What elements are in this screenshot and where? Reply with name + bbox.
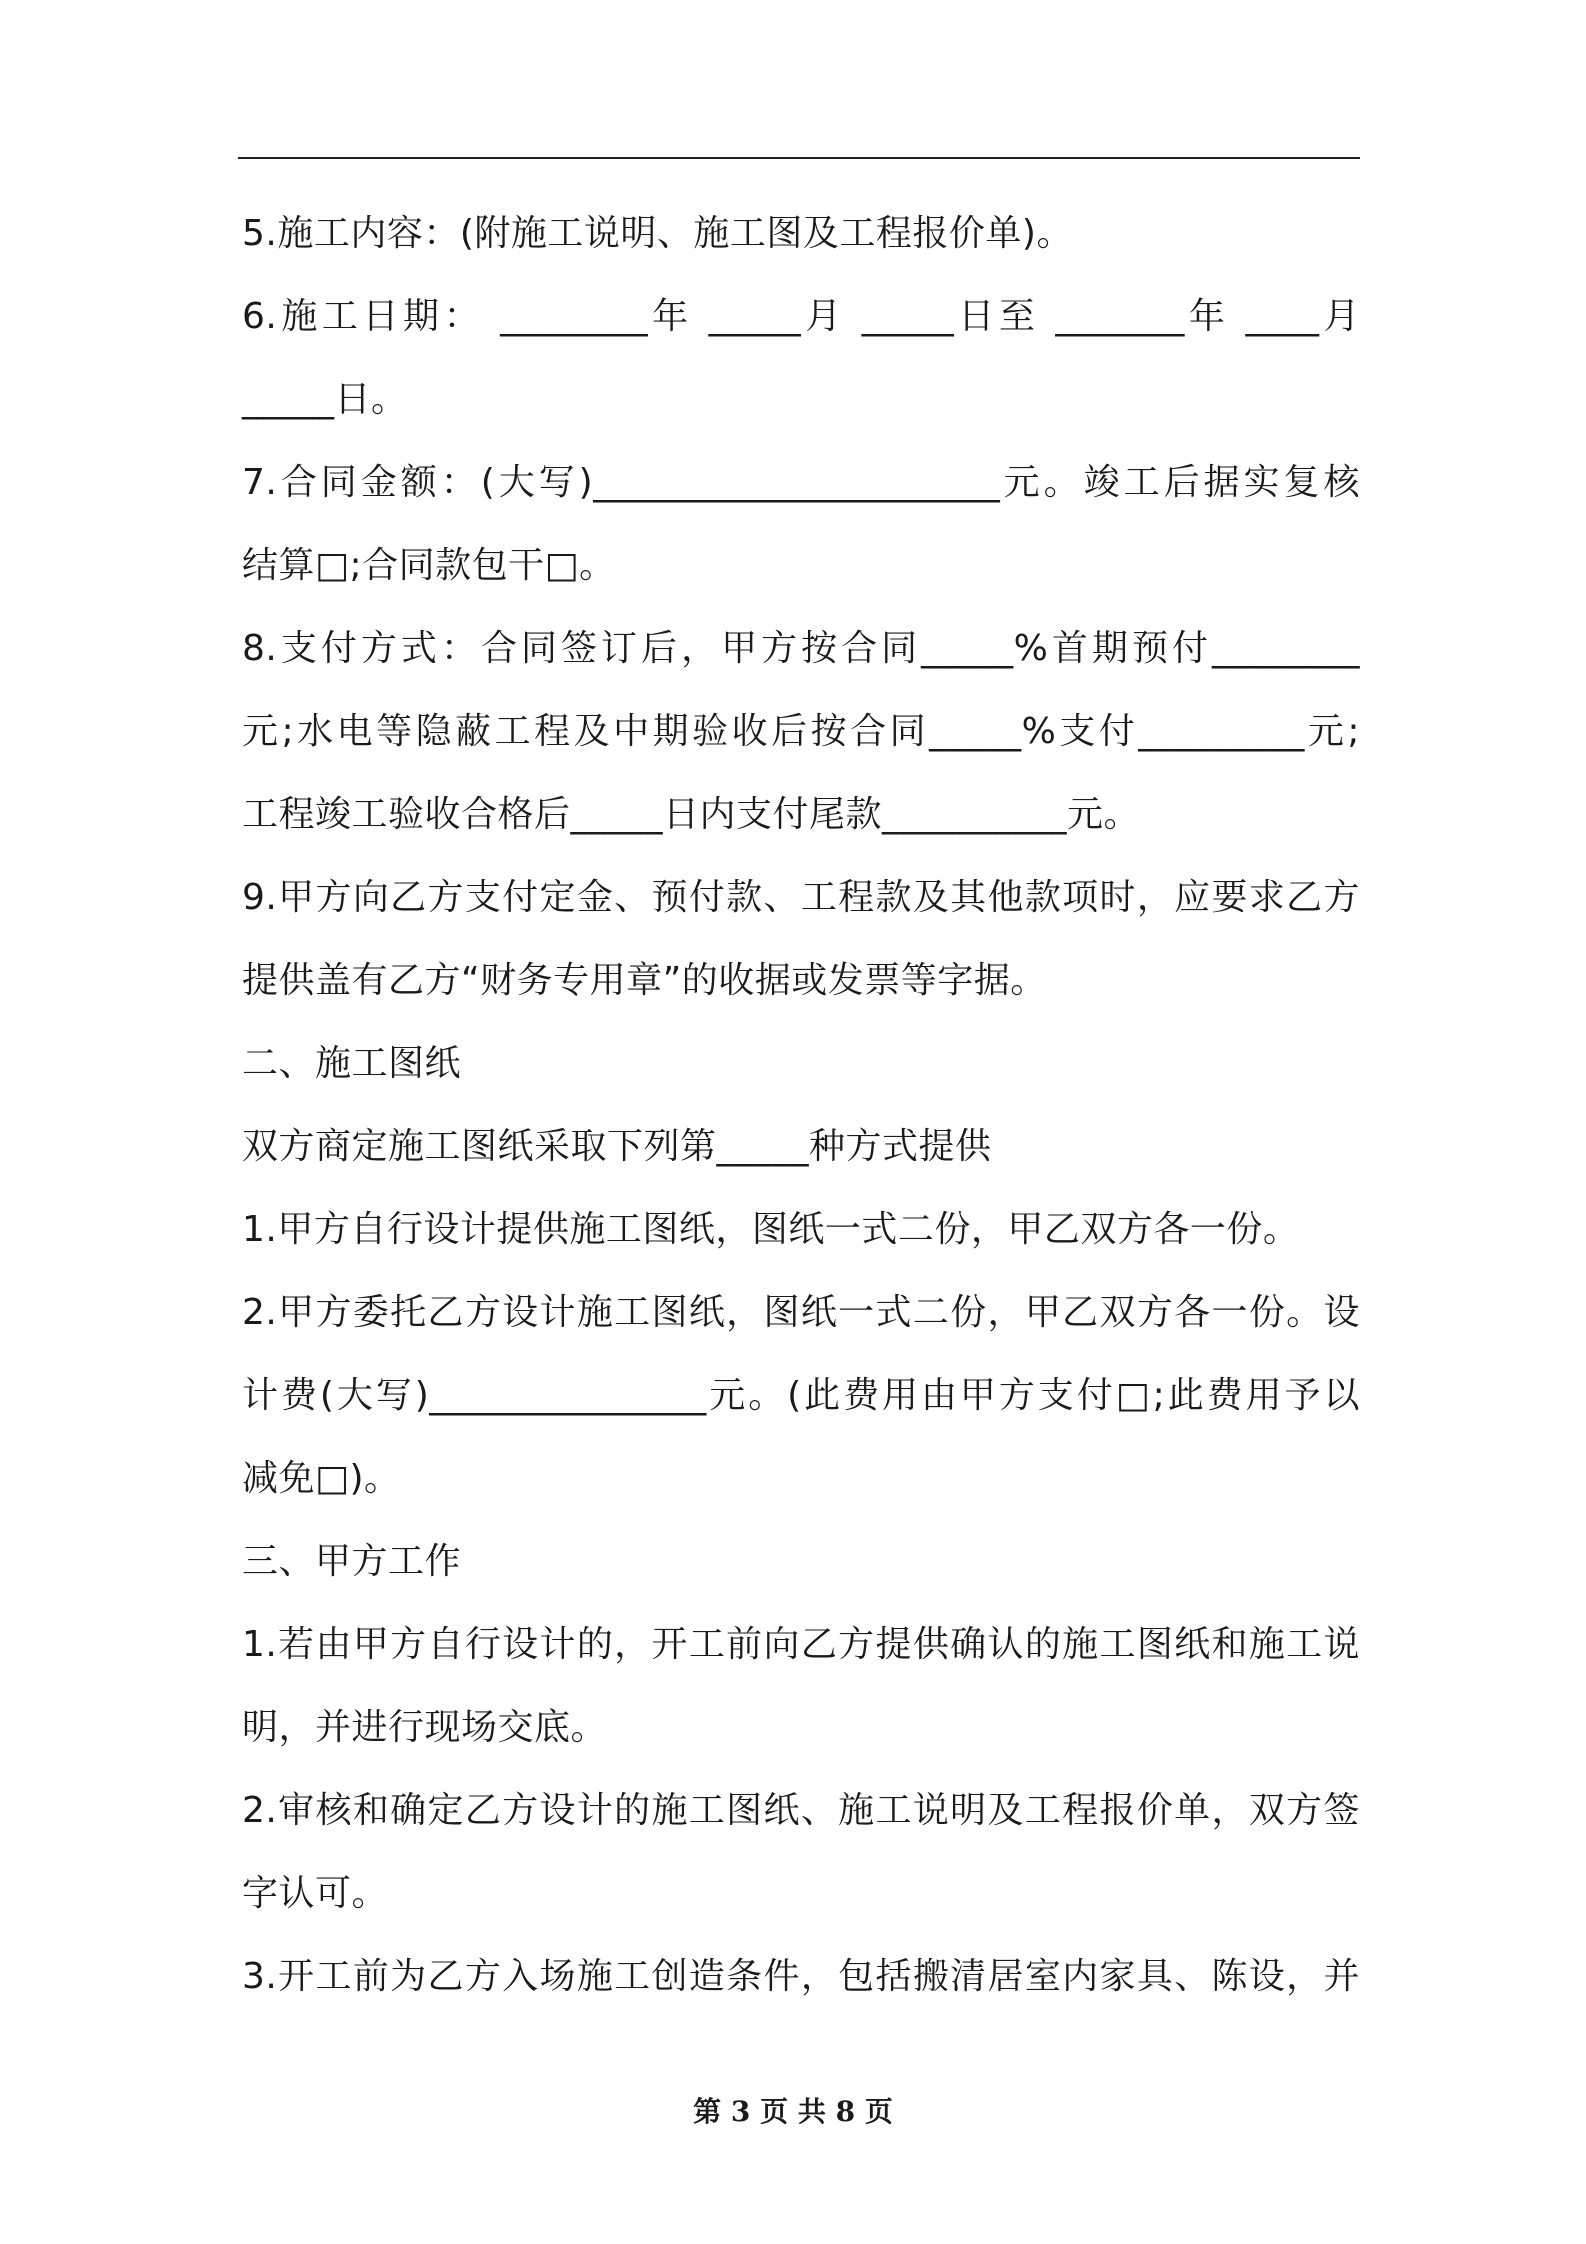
text-line: 2.审核和确定乙方设计的施工图纸、施工说明及工程报价单，双方签 bbox=[242, 1790, 1360, 1831]
text-line: 2.甲方委托乙方设计施工图纸，图纸一式二份，甲乙双方各一份。设 bbox=[242, 1292, 1360, 1333]
header-rule bbox=[238, 157, 1360, 159]
text-line: 1.甲方自行设计提供施工图纸，图纸一式二份，甲乙双方各一份。 bbox=[242, 1209, 1300, 1250]
text-line: 双方商定施工图纸采取下列第_____种方式提供 bbox=[242, 1126, 992, 1167]
page-number: 第 3 页 共 8 页 bbox=[693, 2095, 893, 2128]
text-line: 元;水电等隐蔽工程及中期验收后按合同_____%支付_________元; bbox=[242, 711, 1360, 752]
document-body bbox=[242, 192, 1360, 2018]
text-line: 减免□)。 bbox=[242, 1458, 401, 1499]
text-line: 结算□;合同款包干□。 bbox=[242, 545, 616, 586]
text-line: 字认可。 bbox=[242, 1873, 389, 1914]
text-line: 计费(大写)_______________元。(此费用由甲方支付□;此费用予以 bbox=[242, 1375, 1360, 1416]
text-line: 明，并进行现场交底。 bbox=[242, 1707, 608, 1748]
text-line: 3.开工前为乙方入场施工创造条件，包括搬清居室内家具、陈设，并 bbox=[242, 1956, 1360, 1997]
section-heading: 二、施工图纸 bbox=[242, 1043, 462, 1084]
text-line: 提供盖有乙方“财务专用章”的收据或发票等字据。 bbox=[242, 960, 1047, 1001]
text-line: 工程竣工验收合格后_____日内支付尾款__________元。 bbox=[242, 794, 1141, 835]
text-line: 8.支付方式：合同签订后，甲方按合同_____%首期预付________ bbox=[242, 628, 1360, 669]
text-line: 1.若由甲方自行设计的，开工前向乙方提供确认的施工图纸和施工说 bbox=[242, 1624, 1360, 1665]
section-heading: 三、甲方工作 bbox=[242, 1541, 462, 1582]
text-line: 6.施工日期： ________年 _____月 _____日至 _______年 ____月 bbox=[242, 296, 1360, 337]
text-line: 5.施工内容：(附施工说明、施工图及工程报价单)。 bbox=[242, 213, 1073, 254]
text-line: 9.甲方向乙方支付定金、预付款、工程款及其他款项时，应要求乙方 bbox=[242, 877, 1360, 918]
text-line: 7.合同金额：(大写)______________________元。竣工后据实复核 bbox=[242, 462, 1360, 503]
text-line: _____日。 bbox=[242, 379, 408, 420]
